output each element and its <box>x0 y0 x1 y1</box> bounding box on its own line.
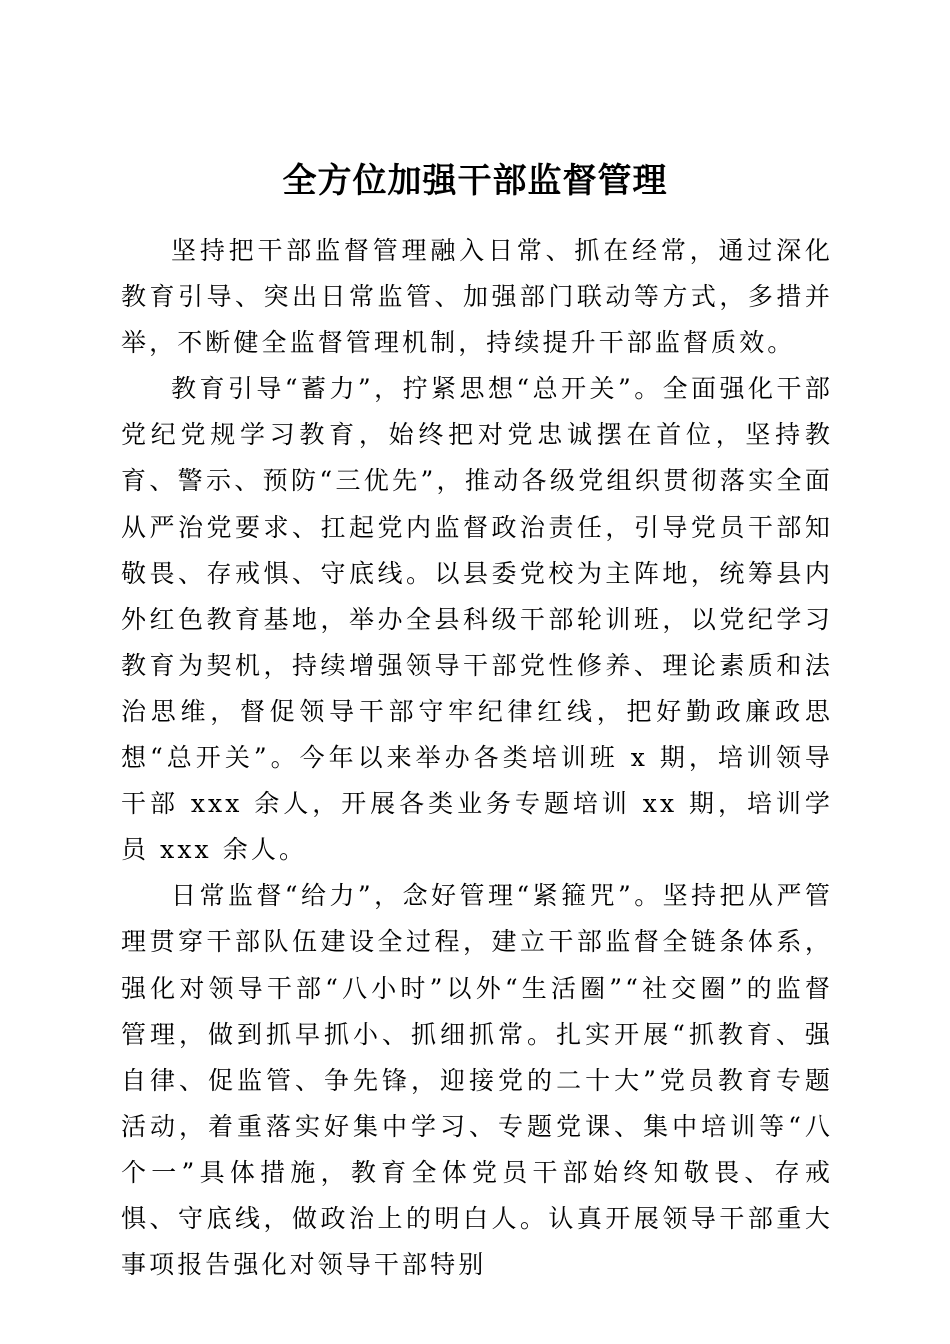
document-title: 全方位加强干部监督管理 <box>282 160 668 201</box>
paragraph-intro: 坚持把干部监督管理融入日常、抓在经常，通过深化教育引导、突出日常监管、加强部门联动等方式，多措并举，不断健全监督管理机制，持续提升干部监督质效。 <box>121 236 833 358</box>
document-body <box>121 228 833 1288</box>
paragraph-daily-supervision: 日常监督“给力”，念好管理“紧箍咒”。坚持把从严管理贯穿干部队伍建设全过程，建立干部监督全链条体系，强化对领导干部“八小时”以外“生活圈”“社交圈”的监督管理，做到抓早抓小、抓细抓常。扎实开展“抓教育、强自律、促监管、争先锋，迎接党的二十大”党员教育专题活动，着重落实好集中学习、专题党课、集中培训等“八个一”具体措施，教育全体党员干部始终知敬畏、存戒惧、守底线，做政治上的明白人。认真开展领导干部重大事项报告强化对领导干部特别 <box>121 881 833 1280</box>
paragraph-education-guidance: 教育引导“蓄力”，拧紧思想“总开关”。全面强化干部党纪党规学习教育，始终把对党忠诚摆在首位，坚持教育、警示、预防“三优先”，推动各级党组织贯彻落实全面从严治党要求、扛起党内监督政治责任，引导党员干部知敬畏、存戒惧、守底线。以县委党校为主阵地，统筹县内外红色教育基地，举办全县科级干部轮训班，以党纪学习教育为契机，持续增强领导干部党性修养、理论素质和法治思维，督促领导干部守牢纪律红线，把好勤政廉政思想“总开关”。今年以来举办各类培训班 x 期，培训领导干部 xxx 余人，开展各类业务专题培训 xx 期，培训学员 xxx 余人。 <box>121 374 833 865</box>
